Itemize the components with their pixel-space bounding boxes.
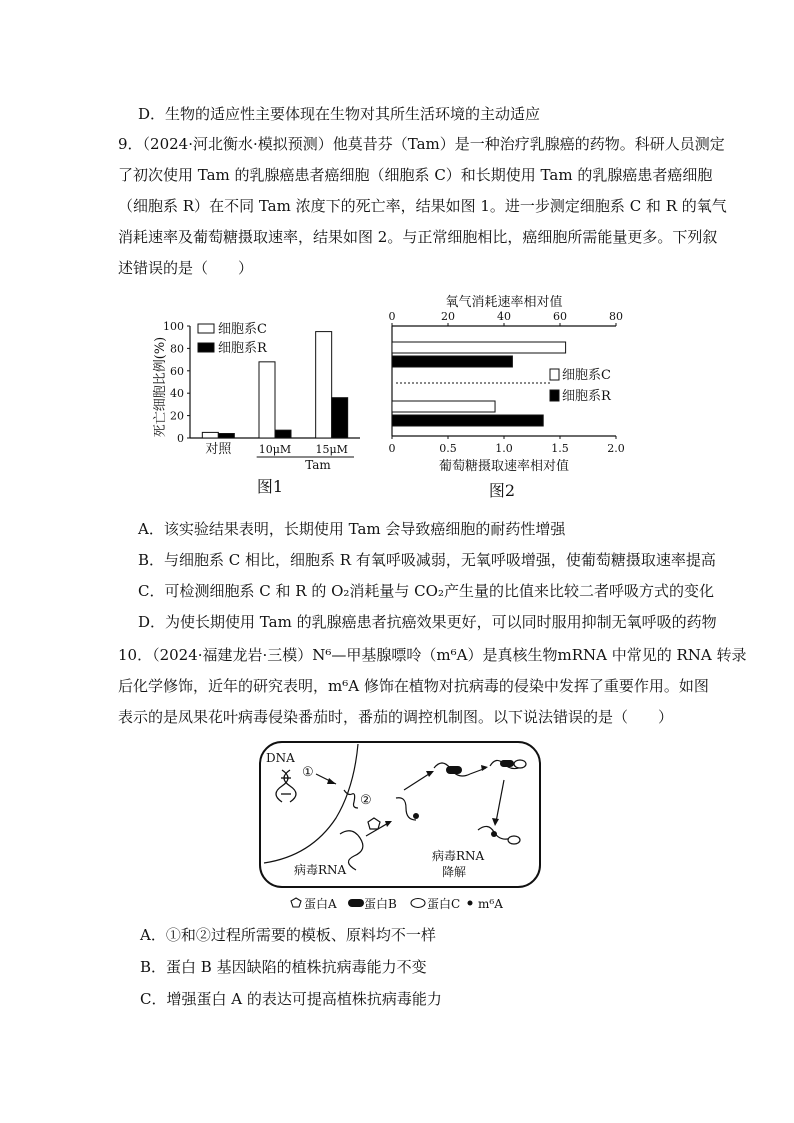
fig1-bar	[275, 430, 291, 438]
fig1-y-tick-label: 20	[170, 409, 184, 423]
dna-helix-icon	[276, 770, 296, 802]
fig1-legend-label: 细胞系R	[218, 341, 267, 356]
q9-option-a: A．该实验结果表明，长期使用 Tam 会导致癌细胞的耐药性增强	[138, 520, 566, 538]
virus-regulation-diagram	[256, 738, 546, 918]
q10-stem-line-2: 后化学修饰，近年的研究表明，m⁶A 修饰在植物对抗病毒的侵染中发挥了重要作用。如图	[118, 677, 709, 695]
fig1-bar	[332, 398, 348, 438]
q10-option-b: B．蛋白 B 基因缺陷的植株抗病毒能力不变	[140, 958, 427, 976]
figure-1-bar-chart	[150, 312, 380, 502]
q9-option-b: B．与细胞系 C 相比，细胞系 R 有氧呼吸减弱，无氧呼吸增强，使葡萄糖摄取速率提高	[138, 551, 716, 569]
q9-stem-line-5: 述错误的是（ ）	[118, 259, 254, 277]
fig1-x-axis-label: Tam	[305, 458, 331, 472]
legend-protein-b-icon	[348, 899, 364, 907]
fig2-bottom-axis-label: 葡萄糖摄取速率相对值	[438, 459, 570, 474]
fig2-top-axis-label: 氧气消耗速率相对值	[445, 295, 563, 310]
virus-rna-degrade-label-2: 降解	[442, 865, 467, 879]
fig2-legend-swatch	[550, 390, 559, 401]
fig2-top-tick-label: 0	[388, 310, 396, 323]
fig1-legend-swatch	[198, 324, 214, 333]
fig1-y-tick-label: 0	[177, 432, 184, 445]
virus-rna-degrade-label-1: 病毒RNA	[432, 849, 485, 863]
fig2-bottom-tick-label: 0	[388, 442, 396, 455]
fig1-bar	[202, 432, 218, 438]
virus-rna-label: 病毒RNA	[294, 863, 347, 877]
fig2-bottom-tick-label: 2.0	[607, 442, 625, 455]
fig1-y-tick-label: 60	[170, 364, 184, 378]
q9-option-d: D．为使长期使用 Tam 的乳腺癌患者抗癌效果更好，可以同时服用抑制无氧呼吸的药物	[138, 613, 717, 631]
fig2-top-tick-label: 60	[553, 310, 567, 323]
legend-protein-c-icon	[411, 899, 425, 908]
fig1-y-tick-label: 100	[163, 320, 184, 333]
fig2-bottom-tick-label: 1.0	[495, 442, 513, 455]
fig1-y-tick-label: 80	[170, 342, 184, 356]
q9-stem-line-3: （细胞系 R）在不同 Tam 浓度下的死亡率，结果如图 1。进一步测定细胞系 C 和 R 的氧气	[118, 197, 727, 215]
q8-option-d: D．生物的适应性主要体现在生物对其所生活环境的主动适应	[138, 105, 541, 123]
fig2-oxygen-bar	[392, 356, 512, 367]
fig2-oxygen-bar	[392, 342, 566, 353]
legend-protein-a: 蛋白A	[304, 897, 337, 911]
fig2-legend-swatch	[550, 369, 559, 380]
fig2-bottom-tick-label: 0.5	[439, 442, 457, 455]
fig2-legend-label: 细胞系C	[562, 368, 611, 383]
fig2-glucose-bar	[392, 415, 543, 426]
fig2-top-tick-label: 40	[497, 310, 511, 323]
q9-stem-line-2: 了初次使用 Tam 的乳腺癌患者癌细胞（细胞系 C）和长期使用 Tam 的乳腺癌患者癌细胞	[118, 166, 713, 184]
fig2-glucose-bar	[392, 401, 495, 412]
legend-protein-a-icon	[291, 898, 301, 907]
fig1-bar	[259, 362, 275, 438]
m6a-mark	[413, 813, 419, 819]
fig1-legend-swatch	[198, 343, 214, 352]
fig1-category-label: 对照	[205, 442, 232, 457]
fig1-category-label: 15μM	[315, 443, 348, 456]
legend-m6a-icon	[468, 901, 473, 906]
q10-option-a: A．①和②过程所需要的模板、原料均不一样	[140, 926, 436, 944]
legend-protein-c: 蛋白C	[427, 897, 461, 911]
q9-stem-line-1: 9．（2024·河北衡水·模拟预测）他莫昔芬（Tam）是一种治疗乳腺癌的药物。科研人员测定	[118, 135, 725, 153]
step-1-marker: ①	[302, 765, 314, 780]
fig1-bar	[218, 434, 234, 438]
protein-b-icon	[446, 766, 462, 774]
legend-protein-b: 蛋白B	[364, 897, 397, 911]
fig1-y-tick-label: 40	[170, 387, 184, 401]
legend-m6a: m⁶A	[478, 897, 503, 911]
q9-option-c: C．可检测细胞系 C 和 R 的 O₂消耗量与 CO₂产生量的比值来比较二者呼吸方式的变化	[138, 582, 714, 600]
fig1-bar	[316, 332, 332, 438]
q10-option-c: C．增强蛋白 A 的表达可提高植株抗病毒能力	[140, 990, 442, 1008]
fig2-top-tick-label: 80	[609, 310, 623, 323]
protein-a-icon	[368, 818, 380, 829]
step-2-marker: ②	[360, 793, 372, 808]
fig2-caption: 图2	[488, 481, 516, 500]
fig2-legend-label: 细胞系R	[562, 389, 611, 404]
dna-label: DNA	[266, 751, 295, 765]
fig1-legend-label: 细胞系C	[218, 322, 267, 337]
q10-stem-line-3: 表示的是凤果花叶病毒侵染番茄时，番茄的调控机制图。以下说法错误的是（ ）	[118, 708, 674, 726]
fig1-y-axis-label: 死亡细胞比例(%)	[153, 336, 168, 438]
fig2-top-tick-label: 20	[441, 310, 455, 323]
fig1-category-label: 10μM	[258, 443, 292, 456]
q10-stem-line-1: 10．（2024·福建龙岩·三模）N⁶—甲基腺嘌呤（m⁶A）是真核生物mRNA 中常见的 RNA 转录	[118, 646, 747, 664]
fig1-caption: 图1	[256, 477, 284, 496]
fig2-bottom-tick-label: 1.5	[551, 442, 569, 455]
figure-2-bar-chart	[380, 290, 640, 502]
q9-stem-line-4: 消耗速率及葡萄糖摄取速率，结果如图 2。与正常细胞相比，癌细胞所需能量更多。下列叙	[118, 228, 718, 246]
